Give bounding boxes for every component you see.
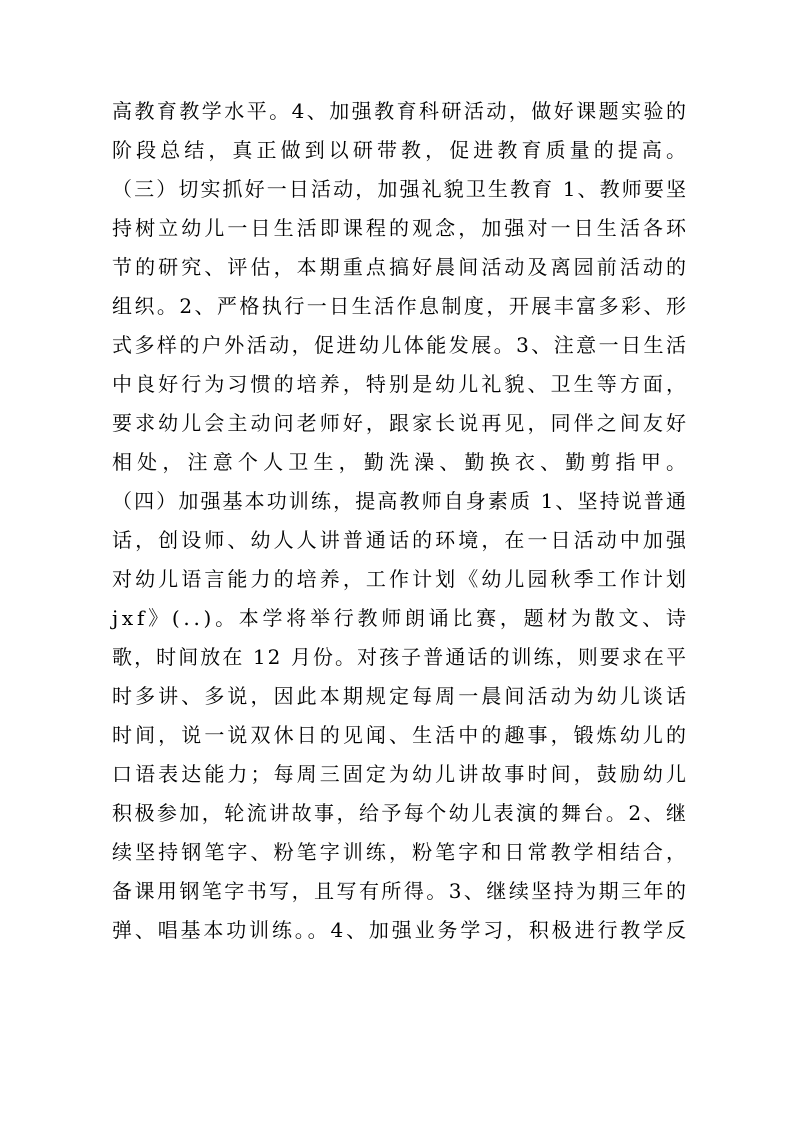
text-line: 时间，说一说双休日的见闻、生活中的趣事，锻炼幼儿的 [112,723,690,747]
text-line: 要求幼儿会主动问老师好，跟家长说再见，同伴之间友好 [112,411,690,435]
text-line: 高教育教学水平。4、加强教育科研活动，做好课题实验的 [112,99,689,123]
text-line: 节的研究、评估，本期重点搞好晨间活动及离园前活动的 [112,255,690,279]
text-line: 续坚持钢笔字、粉笔字训练，粉笔字和日常教学相结合， [112,840,690,864]
text-line: 相处，注意个人卫生，勤洗澡、勤换衣、勤剪指甲。 [112,450,692,474]
text-line: 备课用钢笔字书写，且写有所得。3、继续坚持为期三年的 [112,879,689,903]
text-line: 中良好行为习惯的培养，特别是幼儿礼貌、卫生等方面， [112,372,690,396]
text-line: 弹、唱基本功训练。。4、加强业务学习，积极进行教学反 [112,918,689,942]
text-line: jxf》(..)。本学将举行教师朗诵比赛，题材为散文、诗 [112,606,690,630]
text-line: 阶段总结，真正做到以研带教，促进教育质量的提高。 [112,138,691,162]
text-line: 式多样的户外活动，促进幼儿体能发展。3、注意一日生活 [112,333,689,357]
text-line: 持树立幼儿一日生活即课程的观念，加强对一日生活各环 [112,216,690,240]
text-line: 积极参加，轮流讲故事，给予每个幼儿表演的舞台。2、继 [112,801,689,825]
text-line: 对幼儿语言能力的培养，工作计划《幼儿园秋季工作计划 [112,567,690,591]
text-line: （四）加强基本功训练，提高教师自身素质 1、坚持说普通 [112,489,689,513]
text-line: （三）切实抓好一日活动，加强礼貌卫生教育 1、教师要坚 [112,177,689,201]
body-text [112,92,692,950]
text-line: 口语表达能力；每周三固定为幼儿讲故事时间，鼓励幼儿 [112,762,690,786]
text-line: 组织。2、严格执行一日生活作息制度，开展丰富多彩、形 [112,294,689,318]
text-line: 时多讲、多说，因此本期规定每周一晨间活动为幼儿谈话 [112,684,690,708]
text-line: 话，创设师、幼人人讲普通话的环境，在一日活动中加强 [112,528,690,552]
text-line: 歌，时间放在 12 月份。对孩子普通话的训练，则要求在平 [112,645,689,669]
